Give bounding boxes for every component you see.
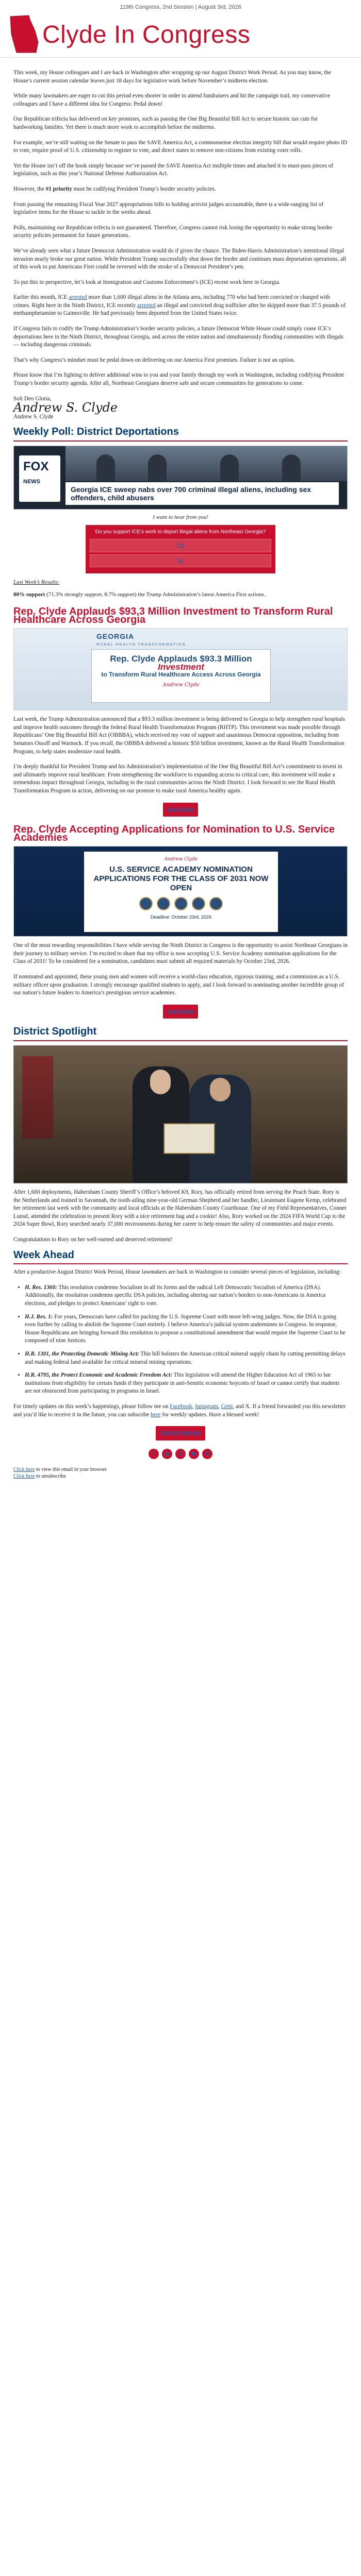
logo-sub: RURAL HEALTH TRANSFORMATION bbox=[96, 642, 186, 647]
rural-health-graphic bbox=[13, 628, 348, 710]
content bbox=[0, 58, 361, 1480]
bill-item bbox=[25, 1313, 348, 1345]
section-divider bbox=[13, 1040, 348, 1041]
bill-list bbox=[25, 1284, 348, 1396]
face bbox=[150, 1070, 171, 1094]
bill-name: H.R. 1301, the Protecting Domestic Mining Act: bbox=[25, 1350, 139, 1357]
graphic-deadline: Deadline: October 23rd, 2026 bbox=[150, 914, 212, 920]
bill-name: H.J. Res. 1: bbox=[25, 1313, 53, 1320]
figure bbox=[148, 454, 167, 481]
text: to unsubscribe bbox=[35, 1473, 66, 1479]
bill-item bbox=[25, 1350, 348, 1366]
text: , and X. If a friend forwarded you this newsletter and you’d like to receive it in the future, you can subscribe bbox=[13, 1403, 346, 1418]
poll-results bbox=[13, 591, 348, 599]
bill-item bbox=[25, 1371, 348, 1396]
bill-text: For years, Democrats have called for packing the U.S. Supreme Court with more left-wing judges. Now, the DSA is going even further by calling to abolish the Supreme Court entirely. I believe America’s judicial system undermines in Congress. In response, House Republicans are bringing forward this resolution to propose a constitutional amendment that would require the Supreme Court to be composed of nine Justices. bbox=[25, 1313, 346, 1344]
logo-sub: NEWS bbox=[23, 479, 40, 485]
facebook-link[interactable]: Facebook bbox=[170, 1403, 192, 1410]
social-links bbox=[13, 1449, 348, 1459]
text: However, the bbox=[13, 185, 46, 192]
figure bbox=[220, 454, 239, 481]
youtube-icon[interactable]: ▶ bbox=[189, 1449, 199, 1459]
intro-paragraph: While many lawmakers are eager to cut this period even shorter in order to attend fundraisers and hit the campaign trail, my conservative colleagues and I have a different idea for Congress: Pedal down! bbox=[13, 93, 331, 107]
spotlight-heading: District Spotlight bbox=[13, 1026, 97, 1038]
text: Earlier this month, ICE bbox=[13, 294, 69, 301]
graphic-signature: Andrew Clyde bbox=[164, 857, 198, 862]
figure bbox=[96, 454, 115, 481]
graphic-headline: U.S. SERVICE ACADEMY NOMINATION APPLICATIONS FOR THE CLASS OF 2031 NOW OPEN bbox=[93, 865, 269, 892]
bill-text: This resolution condemns Socialism in all its forms and the radical Left Democratic Socialists of America (DSA). Additionally, the resolution condemns specific DSA policies, including altering our nation’s borders to non-Americans in America elections, and pledges to protect Americans’ right to vote. bbox=[25, 1284, 326, 1307]
rural-heading: Rep. Clyde Applauds $93.3 Million Investment to Transform Rural Healthcare Across Georgia bbox=[13, 605, 333, 625]
intro-paragraph: That’s why Congress’s mindset must be pedal down on delivering on our America First promises. Failure is not an option. bbox=[13, 357, 295, 363]
view-browser-link[interactable]: Click here bbox=[13, 1466, 35, 1472]
logo-text: GEORGIA bbox=[96, 632, 135, 641]
gettr-icon[interactable]: G bbox=[202, 1449, 212, 1459]
intro-paragraph: From passing the remaining Fiscal Year 2027 appropriations bills to holding activist judges accountable, there is a wide-ranging list of legislative items for the House to tackle in the weeks ahead. bbox=[13, 201, 324, 216]
poll-widget bbox=[86, 525, 275, 574]
academy-heading: Rep. Clyde Accepting Applications for Nomination to U.S. Service Academies bbox=[13, 824, 335, 843]
signature: Andrew S. Clyde bbox=[13, 400, 118, 415]
intro-paragraph: For example, we’re still waiting on the Senate to pass the SAVE America Act, a commonsense election integrity bill that would require photo ID to vote, require proof of U.S. citizenship to register to vote, and direct states to remove non-citizens from existing voter rolls. bbox=[13, 139, 347, 154]
emphasis: #1 priority bbox=[45, 185, 72, 192]
results-bold: 80% support bbox=[13, 591, 45, 598]
georgia-rural-health-logo bbox=[96, 633, 186, 649]
intro-paragraph bbox=[13, 185, 348, 194]
poll-results-heading: Last Week’s Results: bbox=[13, 579, 60, 586]
graphic-card bbox=[91, 649, 271, 703]
arrest-link[interactable]: arrested bbox=[69, 294, 87, 301]
follow-paragraph bbox=[13, 1403, 348, 1419]
arrest-scene bbox=[65, 446, 348, 481]
intro-paragraph: Our Republican trifecta has delivered on key promises, such as passing the One Big Beautiful Bill Act to secure historic tax cuts for hardworking families. Yet there is much more work to accomplish before the midterms. bbox=[13, 116, 318, 130]
intro-paragraph: We’ve already seen what a future Democrat Administration would do if given the chance. The Biden-Harris Administration’s intentional illegal invasion nearly broke our great nation. While President Trump successfully shut down the border and continues mass deportation operations, all of this work to put Americans First could be reversed with the stroke of a Democrat President’s pen. bbox=[13, 247, 347, 270]
seal-icon bbox=[157, 897, 170, 910]
arrest-link-2[interactable]: arrested bbox=[137, 302, 156, 309]
bill-text: This bill bolsters the American critical mineral supply chain by cutting permitting delays and making federal land available for critical mineral mining operations. bbox=[25, 1350, 346, 1365]
intro-paragraph: To put this in perspective, let’s look at Immigration and Customs Enforcement’s (ICE) recent work here in Georgia. bbox=[13, 279, 281, 285]
rural-paragraph: I’m deeply thankful for President Trump and his Administration’s implementation of the One Big Beautiful Bill Act’s commitment to invest in and ultimately improve rural healthcare. From strengthening the workforce to expanding access to critical care, this investment will make a tremendous impact throughout Georgia, including in the rural communities across the Ninth District. I look forward to see the Rural Health Transformation Program in action, delivering on our promise to make rural America healthy again. bbox=[13, 764, 342, 794]
face bbox=[210, 1078, 231, 1101]
facebook-icon[interactable]: f bbox=[149, 1449, 159, 1459]
certificate bbox=[163, 1123, 215, 1154]
georgia-state-icon bbox=[6, 13, 42, 55]
spotlight-photo bbox=[13, 1045, 348, 1183]
week-ahead-intro: After a productive August District Work Period, House lawmakers are back in Washington to consider several pieces of legislation, including: bbox=[13, 1269, 341, 1276]
intro-paragraph: This week, my House colleagues and I are back in Washington after wrapping up our August District Work Period. As you may know, the House’s current session calendar leaves just 18 days for legislative work before November’s midterm election. bbox=[13, 70, 331, 84]
x-icon[interactable]: X bbox=[175, 1449, 186, 1459]
section-divider bbox=[13, 440, 348, 442]
graphic-signature: Andrew Clyde bbox=[162, 682, 200, 688]
poll-caption: I want to hear from you! bbox=[153, 514, 208, 520]
unsubscribe bbox=[13, 1473, 348, 1480]
poll-option-no[interactable]: No bbox=[90, 554, 271, 568]
poll-question: Do you support ICE’s work to deport illegal aliens from Northeast Georgia? bbox=[95, 529, 266, 535]
text: , bbox=[218, 1403, 221, 1410]
academy-paragraph: If nominated and appointed, these young men and women will receive a world-class education, rigorous training, and a commission as a U.S. military officer upon graduation. I strongly encourage qualified students to apply, and I look forward to nominating another incredible group of our nation’s future leaders to America’s prestigious service academies. bbox=[13, 974, 344, 996]
academy-graphic bbox=[13, 846, 348, 937]
seal-icon bbox=[192, 897, 205, 910]
fox-news-logo bbox=[19, 455, 60, 502]
intro-paragraph: Yet the House isn’t off the hook simply because we’ve passed the SAVE America Act multiple times and attached it to must-pass pieces of legislation, such as this year’s National Defense Authorization Act. bbox=[13, 162, 333, 177]
text: to view this email in your browser bbox=[35, 1466, 107, 1472]
bill-text: This legislation will amend the Higher Education Act of 1965 to bar institutions from eligibility for certain funds if they participate in anti-Semitic economic boycotts of Israel or cannot certify that students are not obstructed from participating in programs in Israel. bbox=[25, 1372, 340, 1395]
news-headline: Georgia ICE sweep nabs over 700 criminal illegal aliens, including sex offenders, child abusers bbox=[71, 485, 311, 502]
signoff: Soli Deo Gloria, bbox=[13, 395, 52, 402]
signature-block bbox=[13, 395, 348, 421]
section-divider bbox=[13, 1263, 348, 1264]
bill-name: H. Res. 1360: bbox=[25, 1284, 57, 1291]
intro-paragraph bbox=[13, 294, 348, 318]
academy-paragraph: One of the most rewarding responsibilities I have while serving the Ninth District in Congress is the opportunity to assist Northeast Georgians in their journey to military service. I’m excited to share that my office is now accepting U.S. Service Academy nomination applications for the Class of 2031! To be considered for a nomination, candidates must submit all required materials by October 23rd, 2026. bbox=[13, 942, 348, 965]
bill-item bbox=[25, 1284, 348, 1308]
logo-word: FOX bbox=[23, 460, 49, 473]
masthead bbox=[0, 0, 361, 58]
poll-option-yes[interactable]: Yes bbox=[90, 539, 271, 552]
spotlight-paragraph: After 1,600 deployments, Habersham County Sheriff’s Office’s beloved K9, Rory, has officially retired from serving the Peach State. Rory is the Netherlands and trained in Savannah, the tooth-ailing nine-year-old German Shepherd and her handler, Lieutenant Eugene Kemp, celebrated her retirement last week with the community and local officials at the Habersham County Courthouse. One of my Field Representatives, Conner Lunsd, attended the celebration to present Rory with a nice retirement bag and a cookie! Also, Rory worked on the 2024 FIFA World Cup to the 2024 Super Bowl, Rory searched nearly 37,000 environments during her career to help ensure the safety of communities and major events. bbox=[13, 1189, 347, 1228]
issue-line: 119th Congress, 2nd Session | August 3rd, 2026 bbox=[120, 4, 241, 10]
week-ahead-heading: Week Ahead bbox=[13, 1249, 74, 1261]
learn-more-button[interactable]: Learn More bbox=[163, 803, 198, 817]
subscribe-link[interactable]: here bbox=[151, 1411, 161, 1418]
author-name: Andrew S. Clyde bbox=[13, 413, 54, 420]
text: must be codifying President Trump’s border security policies. bbox=[72, 185, 216, 192]
graphic-line: Investment bbox=[158, 662, 204, 672]
text: For timely updates on this week’s happenings, please follow me on bbox=[13, 1403, 170, 1410]
unsubscribe-link[interactable]: Click here bbox=[13, 1473, 35, 1479]
intro-paragraph: If Congress fails to codify the Trump Administration’s border security policies, a future Democrat White House could simply cease ICE’s deportations here in the Ninth District, throughout Georgia, and across the entire nation and simultaneously flooding communities with illegals — including dangerous criminals. bbox=[13, 326, 343, 348]
graphic-line: to Transform Rural Healthcare Access Across Georgia bbox=[101, 671, 261, 679]
graphic-line: Rep. Clyde Applauds $93.3 Million bbox=[110, 654, 252, 664]
poll-heading: Weekly Poll: District Deportations bbox=[13, 426, 179, 438]
intro-paragraph: Polls, maintaining our Republican trifecta is not guaranteed. Therefore, Congress cannot risk losing the opportunity to make strong border security policies permanent for future generations. bbox=[13, 224, 333, 239]
seal-icon bbox=[139, 897, 153, 910]
view-in-browser bbox=[13, 1466, 348, 1473]
news-clip-image bbox=[13, 446, 348, 510]
figure bbox=[282, 454, 301, 481]
news-banner bbox=[65, 482, 339, 505]
text: more than 1,600 illegal aliens in the Atlanta area, including 770 who had been convicted or charged with crimes. Right here in the Ninth District, ICE recently bbox=[13, 294, 331, 309]
spotlight-paragraph: Congratulations to Rory on her well-earned and deserved retirement! bbox=[13, 1236, 173, 1243]
academy-seals bbox=[89, 897, 273, 910]
flag bbox=[22, 1056, 53, 1139]
gettr-link[interactable]: Gettr bbox=[221, 1403, 233, 1410]
footer bbox=[13, 1464, 348, 1480]
bill-name: H.R. 4795, the Protect Economic and Academic Freedom Act: bbox=[25, 1372, 172, 1379]
text: an illegal and convicted drug trafficker after he skipped more than 37.5 pounds of methamphetamine to Gainesville. He had previously been deported from the United States twice. bbox=[13, 302, 346, 317]
newsletter-title: Clyde In Congress bbox=[42, 21, 251, 48]
instagram-icon[interactable]: ◎ bbox=[162, 1449, 172, 1459]
rural-paragraph: Last week, the Trump Administration announced that a $93.3 million investment is being delivered to Georgia to help strengthen rural hospitals and improve health outcomes through the federal Rural Health Transformation Program (RHTP). This investment was made possible through Republicans’ One Big Beautiful Bill Act (OBBBA), which received my vote of support and unanimous Democrat opposition, including from Senators Ossoff and Warnock. If you recall, the OBBBA delivered a historic $50 billion investment, known as the Rural Health Transformation Program, to help states modernize rural health. bbox=[13, 716, 345, 755]
instagram-link[interactable]: Instagram bbox=[195, 1403, 219, 1410]
text: , bbox=[192, 1403, 195, 1410]
intro-paragraph: Please know that I’m fighting to deliver additional wins to you and your family through my work in Washington, including codifying President Trump’s border security agenda. After all, Northeast Georgians deserve safe and secure communities for generations to come. bbox=[13, 372, 344, 387]
seal-icon bbox=[174, 897, 188, 910]
results-text: (71.3% strongly support, 8.7% support) the Trump Administration’s latest America First actions. bbox=[45, 591, 266, 598]
visit-website-button[interactable]: Visit My Website bbox=[156, 1426, 205, 1440]
text: for weekly updates. Have a blessed week! bbox=[160, 1411, 259, 1418]
learn-more-button[interactable]: Learn More bbox=[163, 1005, 198, 1019]
graphic-card bbox=[84, 852, 278, 932]
seal-icon bbox=[209, 897, 223, 910]
